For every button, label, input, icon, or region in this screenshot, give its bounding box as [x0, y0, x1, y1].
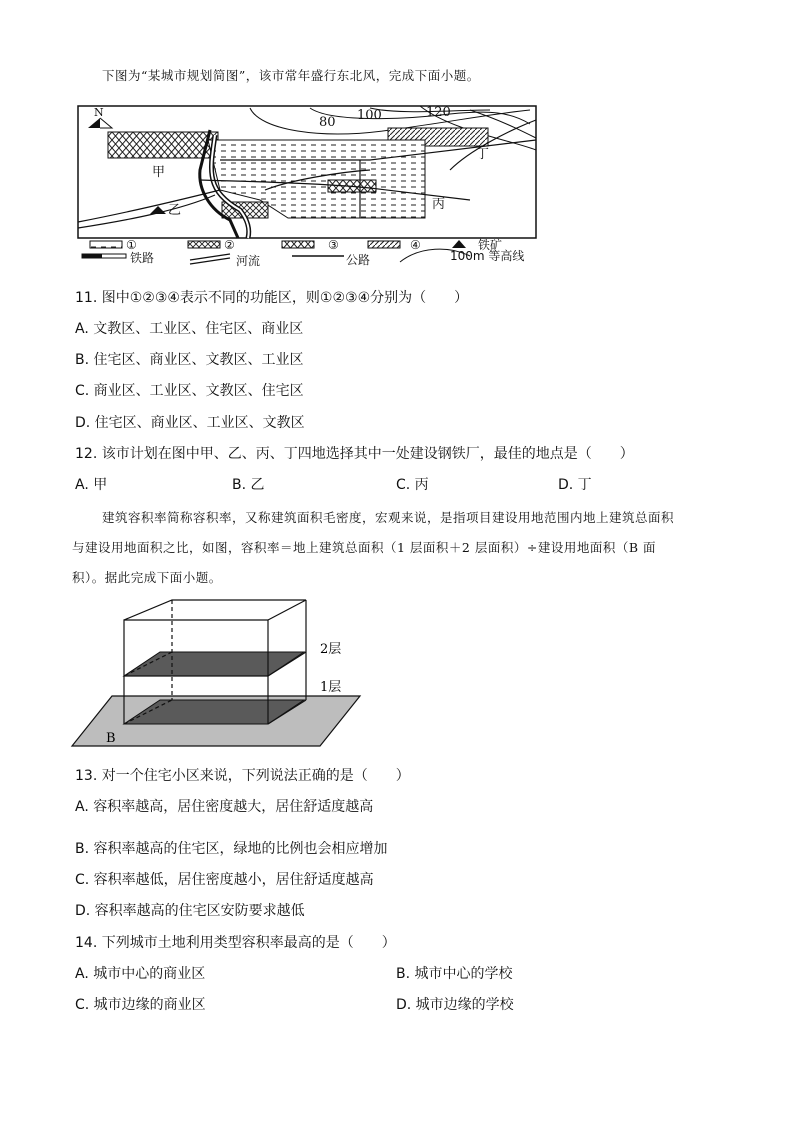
q13-option-d[interactable]: D. 容积率越高的住宅区安防要求越低 — [75, 903, 305, 919]
q11-option-c[interactable]: C. 商业区、工业区、文教区、住宅区 — [75, 383, 304, 399]
place-ding: 丁 — [476, 147, 490, 162]
contour-label-120: 120 — [426, 105, 451, 120]
question-11-stem: 11. 图中①②③④表示不同的功能区，则①②③④分别为（ ） — [75, 290, 469, 306]
svg-text:100m 等高线: 100m 等高线 — [450, 249, 525, 263]
q12-option-d[interactable]: D. 丁 — [558, 477, 592, 493]
contour-label-100: 100 — [357, 108, 382, 123]
floor-2-label: 2层 — [320, 642, 342, 657]
q12-option-c[interactable]: C. 丙 — [396, 477, 429, 493]
zone-2-area — [108, 132, 218, 158]
svg-text:河流: 河流 — [236, 254, 261, 268]
question-14-stem: 14. 下列城市土地利用类型容积率最高的是（ ） — [75, 935, 396, 951]
q12-option-b[interactable]: B. 乙 — [232, 477, 265, 493]
intro-text-1: 下图为“某城市规划简图”，该市常年盛行东北风，完成下面小题。 — [102, 68, 480, 83]
question-12-stem: 12. 该市计划在图中甲、乙、丙、丁四地选择其中一处建设钢铁厂，最佳的地点是（ ） — [75, 446, 634, 462]
intro-text-2-line-3: 积）。据此完成下面小题。 — [72, 570, 222, 585]
q11-option-a[interactable]: A. 文教区、工业区、住宅区、商业区 — [75, 321, 304, 337]
q14-option-c[interactable]: C. 城市边缘的商业区 — [75, 997, 206, 1013]
q11-option-d[interactable]: D. 住宅区、商业区、工业区、文教区 — [75, 415, 305, 431]
contour-label-80: 80 — [319, 115, 336, 130]
svg-text:②: ② — [224, 238, 235, 252]
intro-text-2-line-1: 建筑容积率简称容积率，又称建筑面积毛密度，宏观来说，是指项目建设用地范围内地上建筑总面积 — [102, 510, 675, 525]
q13-option-a[interactable]: A. 容积率越高，居住密度越大，居住舒适度越高 — [75, 799, 374, 815]
q11-option-b[interactable]: B. 住宅区、商业区、文教区、工业区 — [75, 352, 304, 368]
legend-mine-icon — [452, 240, 466, 248]
city-planning-map — [70, 100, 542, 270]
map-legend — [82, 237, 524, 268]
svg-text:①: ① — [126, 238, 137, 252]
svg-text:④: ④ — [410, 238, 421, 252]
place-bing: 丙 — [432, 197, 446, 212]
intro-text-2-line-2: 与建设用地面积之比，如图，容积率＝地上建筑总面积（1 层面积＋2 层面积）÷建设用地面积（B 面 — [72, 540, 656, 555]
svg-text:铁路: 铁路 — [130, 251, 155, 265]
q12-option-a[interactable]: A. 甲 — [75, 477, 108, 493]
q14-option-d[interactable]: D. 城市边缘的学校 — [396, 997, 514, 1013]
place-yi: 乙 — [168, 203, 182, 218]
svg-text:N: N — [94, 106, 104, 119]
svg-text:公路: 公路 — [346, 253, 371, 267]
floor-1-label: 1层 — [320, 680, 342, 695]
base-label: B — [106, 731, 116, 746]
q14-option-b[interactable]: B. 城市中心的学校 — [396, 966, 513, 982]
floor-area-ratio-diagram — [68, 596, 368, 750]
svg-text:铁矿: 铁矿 — [478, 238, 503, 252]
q13-option-b[interactable]: B. 容积率越高的住宅区，绿地的比例也会相应增加 — [75, 841, 388, 857]
question-13-stem: 13. 对一个住宅小区来说，下列说法正确的是（ ） — [75, 768, 410, 784]
q13-option-c[interactable]: C. 容积率越低，居住密度越小，居住舒适度越高 — [75, 872, 374, 888]
svg-text:③: ③ — [328, 238, 339, 252]
place-jia: 甲 — [152, 165, 166, 180]
q14-option-a[interactable]: A. 城市中心的商业区 — [75, 966, 206, 982]
floor-2-area — [124, 652, 304, 676]
